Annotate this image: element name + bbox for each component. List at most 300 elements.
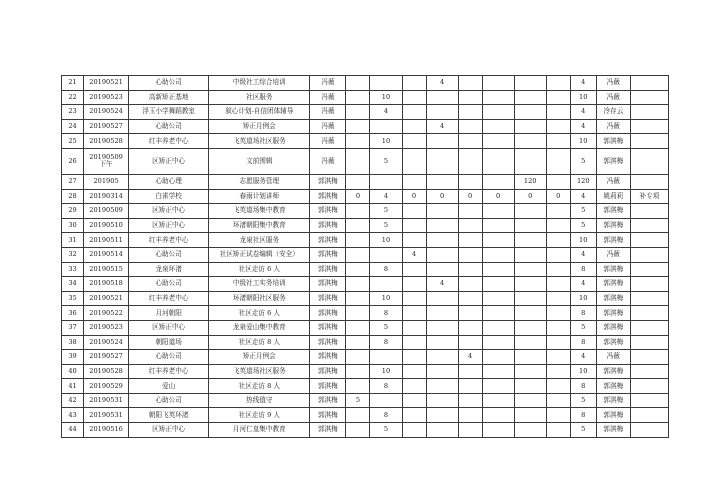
table-cell: 朝阳飞英环渚: [129, 408, 209, 423]
table-cell: 20190514: [84, 247, 129, 262]
table-cell: 飞英道场社区服务: [209, 134, 310, 149]
table-cell: 矫正月例会: [209, 350, 310, 365]
table-cell: [346, 148, 370, 174]
table-cell: 23: [62, 105, 84, 120]
table-cell: 心助公司: [129, 277, 209, 292]
table-cell: [426, 364, 458, 379]
table-cell: 郭淇梅: [310, 174, 346, 189]
table-cell: [482, 148, 514, 174]
table-cell: 区矫正中心: [129, 320, 209, 335]
table-row: [62, 119, 669, 134]
table-cell: [546, 364, 570, 379]
table-cell: 4: [570, 277, 596, 292]
table-cell: 冯薇: [596, 350, 630, 365]
table-cell: 郭淇梅: [310, 218, 346, 233]
table-cell: [370, 350, 402, 365]
table-cell: [546, 423, 570, 438]
table-cell: 20190314: [84, 189, 129, 204]
table-cell: 36: [62, 306, 84, 321]
table-cell: 中级社工实务培训: [209, 277, 310, 292]
table-cell: 高新矫正基地: [129, 90, 209, 105]
table-row: [62, 204, 669, 219]
table-cell: [346, 306, 370, 321]
table-cell: [346, 134, 370, 149]
table-cell: [458, 148, 482, 174]
table-cell: [346, 90, 370, 105]
table-cell: [514, 148, 546, 174]
table-cell: [482, 408, 514, 423]
table-cell: 白雀学校: [129, 189, 209, 204]
table-cell: [482, 277, 514, 292]
table-cell: [426, 233, 458, 248]
table-row: [62, 350, 669, 365]
table-cell: 37: [62, 320, 84, 335]
table-cell: 郭淇梅: [596, 134, 630, 149]
table-cell: 20190531: [84, 408, 129, 423]
table-cell: [346, 119, 370, 134]
table-cell: [402, 233, 426, 248]
table-cell: 心助公司: [129, 76, 209, 91]
table-row: [62, 393, 669, 408]
table-cell: [402, 379, 426, 394]
table-cell: [630, 247, 668, 262]
table-cell: [402, 174, 426, 189]
table-cell: [546, 134, 570, 149]
table-cell: [346, 423, 370, 438]
table-cell: 10: [570, 134, 596, 149]
table-cell: [514, 76, 546, 91]
table-cell: 20190523: [84, 320, 129, 335]
table-cell: 龙泉爱山集中教育: [209, 320, 310, 335]
table-cell: 冯薇: [310, 134, 346, 149]
table-cell: [426, 105, 458, 120]
table-cell: 社区走访 9 人: [209, 408, 310, 423]
table-cell: 郭淇梅: [310, 262, 346, 277]
table-cell: 郭淇梅: [310, 408, 346, 423]
table-cell: [426, 247, 458, 262]
table-cell: [514, 134, 546, 149]
table-cell: 郭淇梅: [596, 379, 630, 394]
table-cell: [630, 262, 668, 277]
table-row: [62, 291, 669, 306]
table-cell: 20190528: [84, 364, 129, 379]
table-cell: 热线值守: [209, 393, 310, 408]
table-cell: 中级社工综合培训: [209, 76, 310, 91]
table-cell: [458, 105, 482, 120]
table-cell: 4: [370, 189, 402, 204]
table-cell: [482, 262, 514, 277]
table-cell: [482, 247, 514, 262]
table-cell: [546, 262, 570, 277]
table-cell: 20190531: [84, 393, 129, 408]
table-cell: 冯薇: [596, 247, 630, 262]
table-cell: 20190511: [84, 233, 129, 248]
table-cell: 姚莉莉: [596, 189, 630, 204]
table-cell: 8: [570, 262, 596, 277]
table-cell: [370, 119, 402, 134]
table-cell: 4: [570, 105, 596, 120]
table-cell: 爱山: [129, 379, 209, 394]
table-cell: 4: [570, 76, 596, 91]
table-cell: 20190509: [84, 204, 129, 219]
table-cell: [426, 379, 458, 394]
table-cell: 环渚朝阳集中教育: [209, 218, 310, 233]
table-cell: 龙泉环渚: [129, 262, 209, 277]
table-row: [62, 408, 669, 423]
table-cell: [546, 204, 570, 219]
table-cell: [458, 364, 482, 379]
table-cell: 10: [570, 291, 596, 306]
table-cell: 20190524: [84, 335, 129, 350]
table-cell: [402, 277, 426, 292]
table-cell: 志愿服务管理: [209, 174, 310, 189]
table-cell: [482, 218, 514, 233]
table-cell: [482, 335, 514, 350]
table-cell: [402, 105, 426, 120]
table-cell: 郭淇梅: [596, 306, 630, 321]
table-cell: [514, 105, 546, 120]
table-row: [62, 277, 669, 292]
table-cell: 叙心计划-自信团体辅导: [209, 105, 310, 120]
table-cell: 44: [62, 423, 84, 438]
table-cell: [482, 306, 514, 321]
table-cell: 郭淇梅: [596, 423, 630, 438]
table-cell: 郭淇梅: [596, 277, 630, 292]
table-cell: 4: [402, 247, 426, 262]
table-cell: 10: [370, 134, 402, 149]
table-row: [62, 423, 669, 438]
table-cell: [426, 90, 458, 105]
table-cell: 冯薇: [596, 90, 630, 105]
table-cell: [370, 277, 402, 292]
table-cell: [458, 393, 482, 408]
table-cell: [458, 291, 482, 306]
table-cell: 5: [370, 423, 402, 438]
table-cell: 20190527: [84, 350, 129, 365]
table-cell: 浮玉小学舞蹈教室: [129, 105, 209, 120]
table-cell: 8: [370, 306, 402, 321]
table-cell: 0: [426, 189, 458, 204]
table-cell: [346, 320, 370, 335]
table-body: [62, 76, 669, 438]
table-cell: 郭淇梅: [596, 204, 630, 219]
table-cell: [630, 364, 668, 379]
table-cell: [482, 350, 514, 365]
table-cell: 郭淇梅: [596, 218, 630, 233]
table-cell: [630, 174, 668, 189]
table-cell: 10: [570, 233, 596, 248]
table-cell: [630, 277, 668, 292]
table-cell: 39: [62, 350, 84, 365]
table-cell: [402, 306, 426, 321]
table-cell: [458, 335, 482, 350]
table-cell: [458, 423, 482, 438]
table-cell: [458, 218, 482, 233]
table-cell: 120: [514, 174, 546, 189]
table-cell: [346, 364, 370, 379]
table-cell: [402, 335, 426, 350]
table-cell: 20190522: [84, 306, 129, 321]
table-cell: [482, 423, 514, 438]
table-cell: 4: [370, 105, 402, 120]
table-cell: [514, 320, 546, 335]
table-cell: 33: [62, 262, 84, 277]
table-row: [62, 174, 669, 189]
table-cell: 30: [62, 218, 84, 233]
table-cell: [514, 306, 546, 321]
table-cell: 5: [370, 204, 402, 219]
table-cell: [630, 408, 668, 423]
table-cell: 25: [62, 134, 84, 149]
table-cell: [546, 90, 570, 105]
table-cell: 郭淇梅: [596, 408, 630, 423]
table-cell: [630, 218, 668, 233]
table-cell: [346, 291, 370, 306]
table-row: [62, 76, 669, 91]
table-cell: [346, 277, 370, 292]
table-cell: 20190509 下午: [84, 148, 129, 174]
table-cell: [402, 423, 426, 438]
table-cell: 27: [62, 174, 84, 189]
table-cell: 43: [62, 408, 84, 423]
table-cell: 郭淇梅: [310, 247, 346, 262]
table-cell: 补专项: [630, 189, 668, 204]
table-cell: [426, 393, 458, 408]
table-cell: [630, 291, 668, 306]
table-cell: 4: [570, 189, 596, 204]
table-row: [62, 306, 669, 321]
table-cell: [514, 233, 546, 248]
table-cell: 郭淇梅: [310, 306, 346, 321]
table-cell: 22: [62, 90, 84, 105]
table-cell: [426, 291, 458, 306]
table-row: [62, 90, 669, 105]
table-cell: [402, 148, 426, 174]
table-cell: 5: [570, 393, 596, 408]
table-cell: [402, 119, 426, 134]
table-cell: [402, 76, 426, 91]
table-cell: 26: [62, 148, 84, 174]
table-cell: [546, 335, 570, 350]
table-cell: 20190510: [84, 218, 129, 233]
table-cell: [546, 291, 570, 306]
table-cell: [346, 350, 370, 365]
table-cell: [346, 379, 370, 394]
table-cell: [514, 119, 546, 134]
table-cell: [546, 148, 570, 174]
table-cell: [630, 76, 668, 91]
table-cell: 20190521: [84, 291, 129, 306]
table-cell: 红丰养老中心: [129, 291, 209, 306]
table-cell: 郭淇梅: [310, 379, 346, 394]
table-cell: 心助公司: [129, 350, 209, 365]
table-cell: 8: [570, 408, 596, 423]
table-cell: 朝阳道场: [129, 335, 209, 350]
table-cell: [546, 105, 570, 120]
table-cell: 飞英道场集中教育: [209, 204, 310, 219]
table-cell: [458, 76, 482, 91]
table-cell: [458, 247, 482, 262]
table-cell: 5: [370, 218, 402, 233]
table-cell: [514, 262, 546, 277]
table-cell: 冯薇: [310, 148, 346, 174]
table-cell: 5: [570, 320, 596, 335]
table-cell: [402, 364, 426, 379]
table-cell: 5: [570, 423, 596, 438]
table-cell: 41: [62, 379, 84, 394]
table-cell: 月河朝阳: [129, 306, 209, 321]
table-cell: [426, 148, 458, 174]
table-cell: [426, 262, 458, 277]
table-cell: [482, 320, 514, 335]
table-cell: [482, 90, 514, 105]
table-cell: [514, 247, 546, 262]
table-cell: 10: [570, 364, 596, 379]
table-cell: [426, 335, 458, 350]
table-cell: [630, 423, 668, 438]
table-cell: 冯薇: [310, 76, 346, 91]
table-cell: [426, 306, 458, 321]
table-cell: 冯薇: [596, 174, 630, 189]
table-cell: 35: [62, 291, 84, 306]
table-cell: 心助公司: [129, 393, 209, 408]
table-cell: 8: [370, 262, 402, 277]
table-row: [62, 218, 669, 233]
table-row: [62, 233, 669, 248]
table-row: [62, 134, 669, 149]
table-cell: [514, 90, 546, 105]
table-cell: [402, 90, 426, 105]
table-cell: 冯薇: [310, 105, 346, 120]
table-cell: 社区服务: [209, 90, 310, 105]
table-cell: 5: [570, 218, 596, 233]
table-cell: 心助心理: [129, 174, 209, 189]
table-cell: [458, 277, 482, 292]
table-cell: [514, 379, 546, 394]
table-cell: [630, 306, 668, 321]
table-cell: 郭淇梅: [310, 189, 346, 204]
table-cell: 矫正月例会: [209, 119, 310, 134]
table-cell: 郭淇梅: [310, 204, 346, 219]
table-cell: [546, 393, 570, 408]
table-cell: 29: [62, 204, 84, 219]
table-cell: 心助公司: [129, 119, 209, 134]
table-cell: 冯薇: [310, 119, 346, 134]
table-cell: 郭淇梅: [310, 393, 346, 408]
table-cell: 28: [62, 189, 84, 204]
table-cell: [458, 174, 482, 189]
table-cell: [426, 134, 458, 149]
table-cell: 0: [402, 189, 426, 204]
table-cell: 5: [346, 393, 370, 408]
table-cell: [482, 204, 514, 219]
table-cell: [546, 233, 570, 248]
table-cell: [426, 350, 458, 365]
table-cell: 0: [458, 189, 482, 204]
table-cell: 10: [370, 291, 402, 306]
table-cell: [402, 320, 426, 335]
table-cell: 8: [370, 335, 402, 350]
table-cell: 5: [370, 148, 402, 174]
table-cell: [426, 408, 458, 423]
table-cell: [458, 134, 482, 149]
table-cell: [346, 76, 370, 91]
table-cell: [514, 204, 546, 219]
table-cell: [402, 204, 426, 219]
table-cell: [458, 379, 482, 394]
table-cell: 10: [570, 90, 596, 105]
table-cell: 郭淇梅: [310, 291, 346, 306]
table-cell: [402, 218, 426, 233]
table-cell: [458, 90, 482, 105]
table-cell: [346, 105, 370, 120]
table-cell: 冯薇: [596, 76, 630, 91]
table-cell: 郭淇梅: [310, 423, 346, 438]
table-cell: [482, 119, 514, 134]
table-cell: [514, 218, 546, 233]
table-cell: 社区走访 6 人: [209, 262, 310, 277]
table-cell: [426, 423, 458, 438]
table-cell: 120: [570, 174, 596, 189]
table-cell: 郭淇梅: [596, 148, 630, 174]
table-cell: [546, 320, 570, 335]
table-cell: [514, 364, 546, 379]
table-cell: 5: [570, 204, 596, 219]
table-cell: [630, 90, 668, 105]
table-cell: [546, 174, 570, 189]
table-cell: [630, 393, 668, 408]
table-cell: 4: [426, 76, 458, 91]
table-row: [62, 247, 669, 262]
table-cell: [402, 393, 426, 408]
table-cell: 34: [62, 277, 84, 292]
table-cell: 8: [570, 306, 596, 321]
table-cell: 红丰养老中心: [129, 233, 209, 248]
table-cell: [514, 350, 546, 365]
table-cell: 区矫正中心: [129, 423, 209, 438]
table-cell: 红丰养老中心: [129, 134, 209, 149]
table-cell: [426, 218, 458, 233]
table-cell: [426, 320, 458, 335]
table-cell: [482, 174, 514, 189]
table-cell: 4: [570, 350, 596, 365]
table-cell: [546, 379, 570, 394]
table-cell: [546, 306, 570, 321]
table-cell: [370, 76, 402, 91]
table-cell: 32: [62, 247, 84, 262]
table-cell: 龙泉社区服务: [209, 233, 310, 248]
table-cell: [546, 350, 570, 365]
table-cell: [370, 174, 402, 189]
table-cell: 8: [570, 379, 596, 394]
table-cell: 区矫正中心: [129, 204, 209, 219]
table-cell: [426, 174, 458, 189]
table-cell: [402, 134, 426, 149]
table-cell: 郭淇梅: [310, 364, 346, 379]
table-cell: [546, 218, 570, 233]
table-cell: [546, 76, 570, 91]
table-cell: 郭淇梅: [310, 350, 346, 365]
table-cell: 4: [426, 119, 458, 134]
table-cell: [402, 350, 426, 365]
table-cell: 8: [370, 408, 402, 423]
table-row: [62, 189, 669, 204]
table-cell: 飞英道场社区服务: [209, 364, 310, 379]
table-cell: [346, 174, 370, 189]
table-row: [62, 320, 669, 335]
table-cell: 心助公司: [129, 247, 209, 262]
table-cell: [482, 291, 514, 306]
